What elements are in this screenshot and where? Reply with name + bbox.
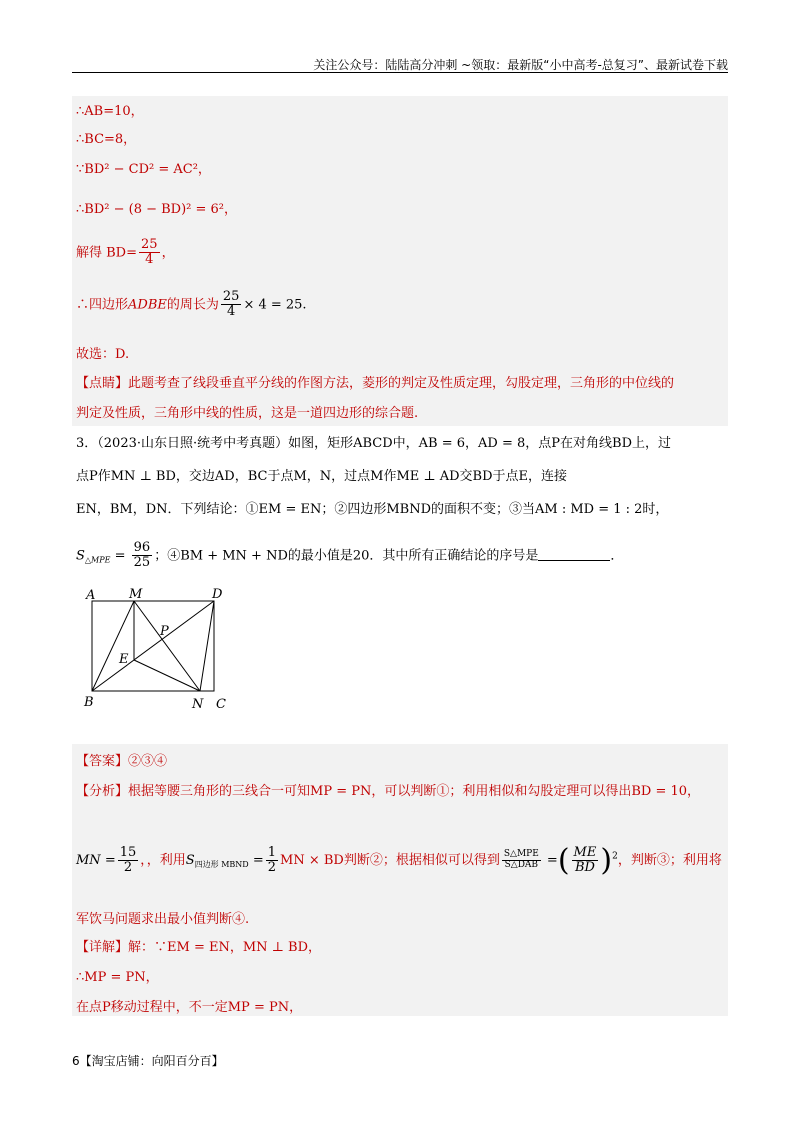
area-s-equals: =: [248, 853, 264, 868]
mn-label: MN =: [76, 853, 116, 868]
label-p: P: [160, 624, 169, 639]
half-fraction-num: 1: [267, 844, 277, 860]
right-paren: ): [600, 843, 613, 878]
solution-line-6-suffix: × 4 = 25.: [243, 297, 307, 313]
area-subscript: △MPE: [84, 555, 111, 565]
geometry-figure: [80, 585, 240, 717]
bd-fraction-num: 25: [141, 237, 158, 252]
page-header: 关注公众号：陆陆高分冲刺 ~领取：最新版“小中高考-总复习”、最新试卷下载: [313, 58, 728, 72]
perimeter-fraction: [221, 290, 242, 320]
perimeter-fraction-num: 25: [222, 289, 240, 304]
area-equals: =: [110, 548, 130, 564]
problem-line-3: EN，BM，DN．下列结论：①EM = EN；②四边形MBND的面积不变；③当AM : MD = 1 : 2时，: [76, 502, 669, 517]
detail-line-1: [76, 936, 321, 955]
area-fraction-den: 25: [133, 555, 151, 571]
ratio-fraction-num: S△MPE: [503, 849, 539, 860]
left-paren: (: [557, 843, 570, 878]
analysis-line-1: [76, 780, 700, 799]
solution-line-4: ∴BD² − (8 − BD)² = 6²，: [76, 202, 238, 217]
problem-line-4-end: ．: [610, 548, 624, 564]
segment-dn: [200, 601, 214, 691]
answer-line: [76, 750, 167, 769]
mn-fraction-num: 15: [119, 844, 137, 860]
mn-fraction-den: 2: [123, 860, 133, 875]
solution-line-7: 故选：D.: [76, 347, 130, 362]
ratio-fraction-den: S△DAB: [504, 860, 539, 870]
me-bd-num: ME: [573, 844, 597, 860]
solution-line-6-mid: 的周长为: [166, 297, 219, 313]
solution-line-5-suffix: ，: [161, 245, 175, 261]
solution-line-2: ∴BC=8，: [76, 132, 137, 147]
comment-line-1: [76, 372, 674, 391]
page-footer: 6【淘宝店铺：向阳百分百】: [72, 1054, 224, 1068]
solution-line-5: [76, 238, 175, 268]
diagonal-bd: [92, 601, 214, 691]
segment-en: [134, 660, 200, 691]
square-exponent: 2: [612, 851, 618, 862]
area-fraction: [132, 541, 153, 571]
detail-line-2: ∴MP = PN，: [76, 970, 159, 985]
solution-line-6-prefix: ∴四边形: [76, 297, 129, 313]
perimeter-fraction-den: 4: [227, 304, 236, 320]
area-symbol: S: [76, 548, 85, 564]
area-s-subscript: 四边形 MBND: [194, 860, 249, 869]
label-e: E: [119, 652, 129, 667]
answer-value: ②③④: [128, 754, 168, 769]
detail-text-1: 解：∵EM = EN，MN ⊥ BD，: [128, 940, 321, 955]
half-fraction-den: 2: [267, 860, 277, 875]
analysis-line-2: [76, 843, 722, 878]
label-b: B: [84, 695, 94, 710]
me-bd-fraction: [572, 846, 599, 876]
problem-line-4: [76, 541, 623, 571]
problem-line-1: 3．（2023·山东日照·统考中考真题）如图，矩形ABCD中，AB = 6，AD = 8，点P在对角线BD上，过: [76, 436, 672, 451]
analysis-text-2c: ，判断③；利用将: [617, 853, 722, 868]
analysis-text-1: 根据等腰三角形的三线合一可知MP = PN，可以判断①；利用相似和勾股定理可以得出BD = 10，: [128, 784, 701, 799]
segment-mn: [134, 601, 200, 691]
segment-bm: [92, 601, 134, 691]
analysis-tag: 【分析】: [76, 784, 129, 799]
bd-fraction-den: 4: [145, 252, 154, 268]
analysis-text-2b: MN × BD判断②；根据相似可以得到: [280, 853, 500, 868]
label-a: A: [86, 588, 96, 603]
answer-blank: [538, 548, 610, 561]
detail-tag: 【详解】: [76, 940, 129, 955]
comment-text-1: 此题考查了线段垂直平分线的作图方法，菱形的判定及性质定理，勾股定理，三角形的中位线的: [128, 376, 675, 391]
analysis-text-2a: ，，利用: [140, 853, 186, 868]
label-c: C: [216, 697, 226, 712]
answer-tag: 【答案】: [76, 754, 129, 769]
area-fraction-num: 96: [133, 540, 151, 555]
mn-fraction: [118, 846, 139, 876]
me-bd-den: BD: [574, 860, 595, 875]
ratio-fraction: [502, 850, 541, 871]
solution-line-6: [76, 290, 307, 320]
solution-line-3: ∵BD² − CD² = AC²，: [76, 162, 211, 177]
problem-line-2: 点P作MN ⊥ BD，交边AD，BC于点M，N，过点M作ME ⊥ AD交BD于点E，连接: [76, 469, 568, 484]
analysis-line-3: 军饮马问题求出最小值判断④.: [76, 912, 250, 927]
solution-line-1: ∴AB=10，: [76, 104, 144, 119]
problem-line-4-rest: ；④BM + MN + ND的最小值是20．其中所有正确结论的序号是: [154, 548, 539, 564]
half-fraction: [266, 846, 278, 876]
header-divider: [72, 72, 728, 73]
comment-tag: 【点睛】: [76, 376, 129, 391]
bd-fraction: [139, 238, 160, 268]
label-d: D: [212, 587, 223, 602]
label-m: M: [129, 587, 143, 602]
comment-line-2: 判定及性质，三角形中线的性质，这是一道四边形的综合题.: [76, 406, 419, 421]
quadrilateral-name: ADBE: [128, 297, 167, 313]
solution-line-5-prefix: 解得 BD=: [76, 245, 138, 261]
area-s-symbol: S: [185, 853, 195, 868]
ratio-equals: =: [542, 853, 558, 868]
detail-line-3: 在点P移动过程中，不一定MP = PN，: [76, 1000, 303, 1015]
label-n: N: [192, 697, 204, 712]
